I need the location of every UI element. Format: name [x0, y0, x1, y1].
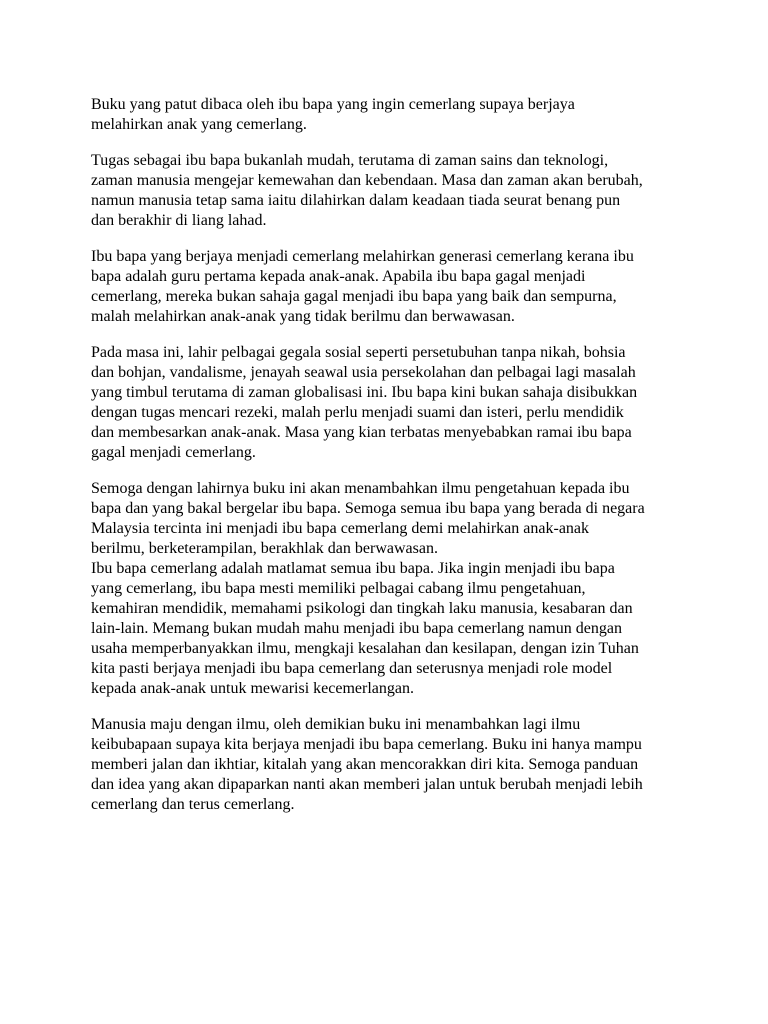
text-line: Ibu bapa cemerlang adalah matlamat semua ibu bapa. Jika ingin menjadi ibu bapa	[91, 560, 615, 577]
paragraph-tugas	[91, 151, 691, 231]
text-line: dengan tugas mencari rezeki, malah perlu menjadi suami dan isteri, perlu mendidik	[91, 404, 624, 421]
text-line: memberi jalan dan ikhtiar, kitalah yang akan mencorakkan diri kita. Semoga panduan	[91, 756, 639, 773]
text-line: Semoga dengan lahirnya buku ini akan menambahkan ilmu pengetahuan kepada ibu	[91, 480, 630, 497]
text-line: zaman manusia mengejar kemewahan dan kebendaan. Masa dan zaman akan berubah,	[91, 172, 643, 189]
text-line: gagal menjadi cemerlang.	[91, 444, 256, 461]
text-line: keibubapaan supaya kita berjaya menjadi ibu bapa cemerlang. Buku ini hanya mampu	[91, 736, 642, 753]
text-line: Pada masa ini, lahir pelbagai gegala sosial seperti persetubuhan tanpa nikah, bohsia	[91, 344, 626, 361]
text-line: Malaysia tercinta ini menjadi ibu bapa cemerlang demi melahirkan anak-anak	[91, 520, 590, 537]
text-line: Buku yang patut dibaca oleh ibu bapa yang ingin cemerlang supaya berjaya	[91, 96, 575, 113]
text-line: melahirkan anak yang cemerlang.	[91, 116, 307, 133]
text-line: dan idea yang akan dipaparkan nanti akan memberi jalan untuk berubah menjadi lebih	[91, 776, 643, 793]
paragraph-berjaya	[91, 247, 691, 327]
text-line: berilmu, berketerampilan, berakhlak dan berwawasan.	[91, 540, 438, 557]
paragraph-semoga	[91, 479, 691, 559]
text-line: namun manusia tetap sama iaitu dilahirkan dalam keadaan tiada seurat benang pun	[91, 192, 621, 209]
text-line: malah melahirkan anak-anak yang tidak berilmu dan berwawasan.	[91, 308, 515, 325]
text-line: cemerlang, mereka bukan sahaja gagal menjadi ibu bapa yang baik dan sempurna,	[91, 288, 617, 305]
text-line: Tugas sebagai ibu bapa bukanlah mudah, terutama di zaman sains dan teknologi,	[91, 152, 609, 169]
text-line: bapa adalah guru pertama kepada anak-anak. Apabila ibu bapa gagal menjadi	[91, 268, 586, 285]
text-line: kita pasti berjaya menjadi ibu bapa cemerlang dan seterusnya menjadi role model	[91, 660, 613, 677]
text-line: bapa dan yang bakal bergelar ibu bapa. Semoga semua ibu bapa yang berada di negara	[91, 500, 645, 517]
text-line: kemahiran mendidik, memahami psikologi dan tingkah laku manusia, kesabaran dan	[91, 600, 633, 617]
paragraph-matlamat	[91, 559, 691, 699]
text-line: kepada anak-anak untuk mewarisi kecemerlangan.	[91, 680, 414, 697]
text-line: Manusia maju dengan ilmu, oleh demikian buku ini menambahkan lagi ilmu	[91, 716, 581, 733]
text-line: dan membesarkan anak-anak. Masa yang kian terbatas menyebabkan ramai ibu bapa	[91, 424, 632, 441]
text-line: dan berakhir di liang lahad.	[91, 212, 267, 229]
paragraph-masa-ini	[91, 343, 691, 463]
paragraph-manusia-maju	[91, 715, 691, 815]
document-body	[91, 95, 691, 815]
paragraph-intro	[91, 95, 691, 135]
text-line: lain-lain. Memang bukan mudah mahu menjadi ibu bapa cemerlang namun dengan	[91, 620, 622, 637]
text-line: Ibu bapa yang berjaya menjadi cemerlang melahirkan generasi cemerlang kerana ibu	[91, 248, 634, 265]
text-line: dan bohjan, vandalisme, jenayah seawal usia persekolahan dan pelbagai lagi masalah	[91, 364, 636, 381]
text-line: yang cemerlang, ibu bapa mesti memiliki pelbagai cabang ilmu pengetahuan,	[91, 580, 586, 597]
text-line: cemerlang dan terus cemerlang.	[91, 796, 295, 813]
text-line: usaha memperbanyakkan ilmu, mengkaji kesalahan dan kesilapan, dengan izin Tuhan	[91, 640, 639, 657]
text-line: yang timbul terutama di zaman globalisasi ini. Ibu bapa kini bukan sahaja disibukkan	[91, 384, 638, 401]
